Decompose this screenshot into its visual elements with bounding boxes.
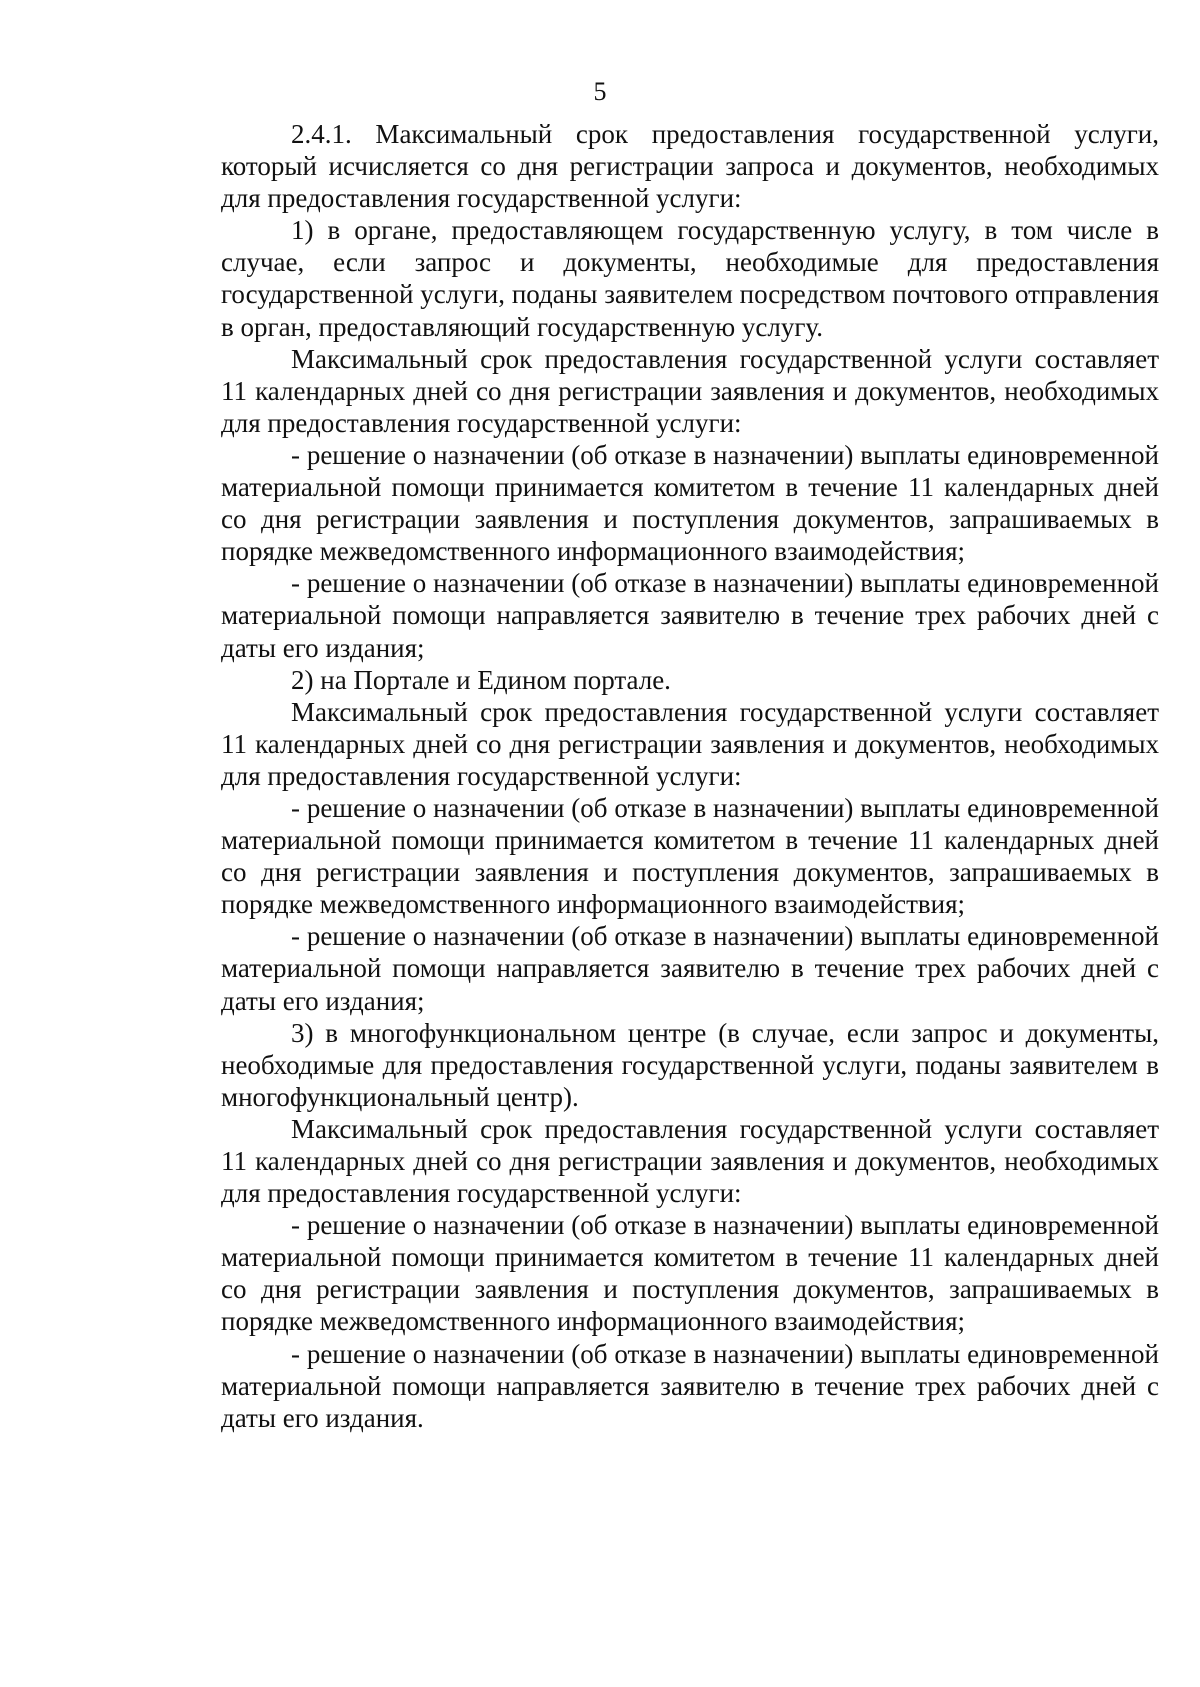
page-number: 5 [593,77,607,106]
paragraph-decision-accepted: - решение о назначении (об отказе в назначении) выплаты единовременной материальной помощи принимается комитетом в течение 11 календарных дней со дня регистрации заявления и поступления документов, запрашиваемых в порядке межведомственного информационного взаимодействия; [221,1210,1159,1337]
document-body [221,118,1159,1434]
paragraph-decision-accepted: - решение о назначении (об отказе в назначении) выплаты единовременной материальной помощи принимается комитетом в течение 11 календарных дней со дня регистрации заявления и поступления документов, запрашиваемых в порядке межведомственного информационного взаимодействия; [221,792,1159,920]
paragraph-max-term: Максимальный срок предоставления государственной услуги составляет 11 календарных дней со дня регистрации заявления и документов, необходимых для предоставления государственной услуги: [221,696,1159,791]
paragraph-decision-sent: - решение о назначении (об отказе в назначении) выплаты единовременной материальной помощи направляется заявителю в течение трех рабочих дней с даты его издания. [221,1338,1159,1433]
paragraph-decision-accepted: - решение о назначении (об отказе в назначении) выплаты единовременной материальной помощи принимается комитетом в течение 11 календарных дней со дня регистрации заявления и поступления документов, запрашиваемых в порядке межведомственного информационного взаимодействия; [221,439,1159,567]
paragraph-item-1: 1) в органе, предоставляющем государственную услугу, в том числе в случае, если запрос и документы, необходимые для предоставления государственной услуги, поданы заявителем посредством почтового отправления в орган, предоставляющий государственную услугу. [221,215,1159,342]
paragraph-decision-sent: - решение о назначении (об отказе в назначении) выплаты единовременной материальной помощи направляется заявителю в течение трех рабочих дней с даты его издания; [221,921,1159,1016]
paragraph-item-3: 3) в многофункциональном центре (в случае, если запрос и документы, необходимые для предоставления государственной услуги, поданы заявителем в многофункциональный центр). [221,1017,1159,1112]
paragraph-item-2: 2) на Портале и Едином портале. [291,664,671,695]
paragraph-2-4-1: 2.4.1. Максимальный срок предоставления государственной услуги, который исчисляется со дня регистрации запроса и документов, необходимых для предоставления государственной услуги: [221,119,1159,214]
paragraph-max-term: Максимальный срок предоставления государственной услуги составляет 11 календарных дней со дня регистрации заявления и документов, необходимых для предоставления государственной услуги: [221,1113,1159,1209]
paragraph-max-term: Максимальный срок предоставления государственной услуги составляет 11 календарных дней со дня регистрации заявления и документов, необходимых для предоставления государственной услуги: [221,343,1159,438]
paragraph-decision-sent: - решение о назначении (об отказе в назначении) выплаты единовременной материальной помощи направляется заявителю в течение трех рабочих дней с даты его издания; [221,568,1159,663]
